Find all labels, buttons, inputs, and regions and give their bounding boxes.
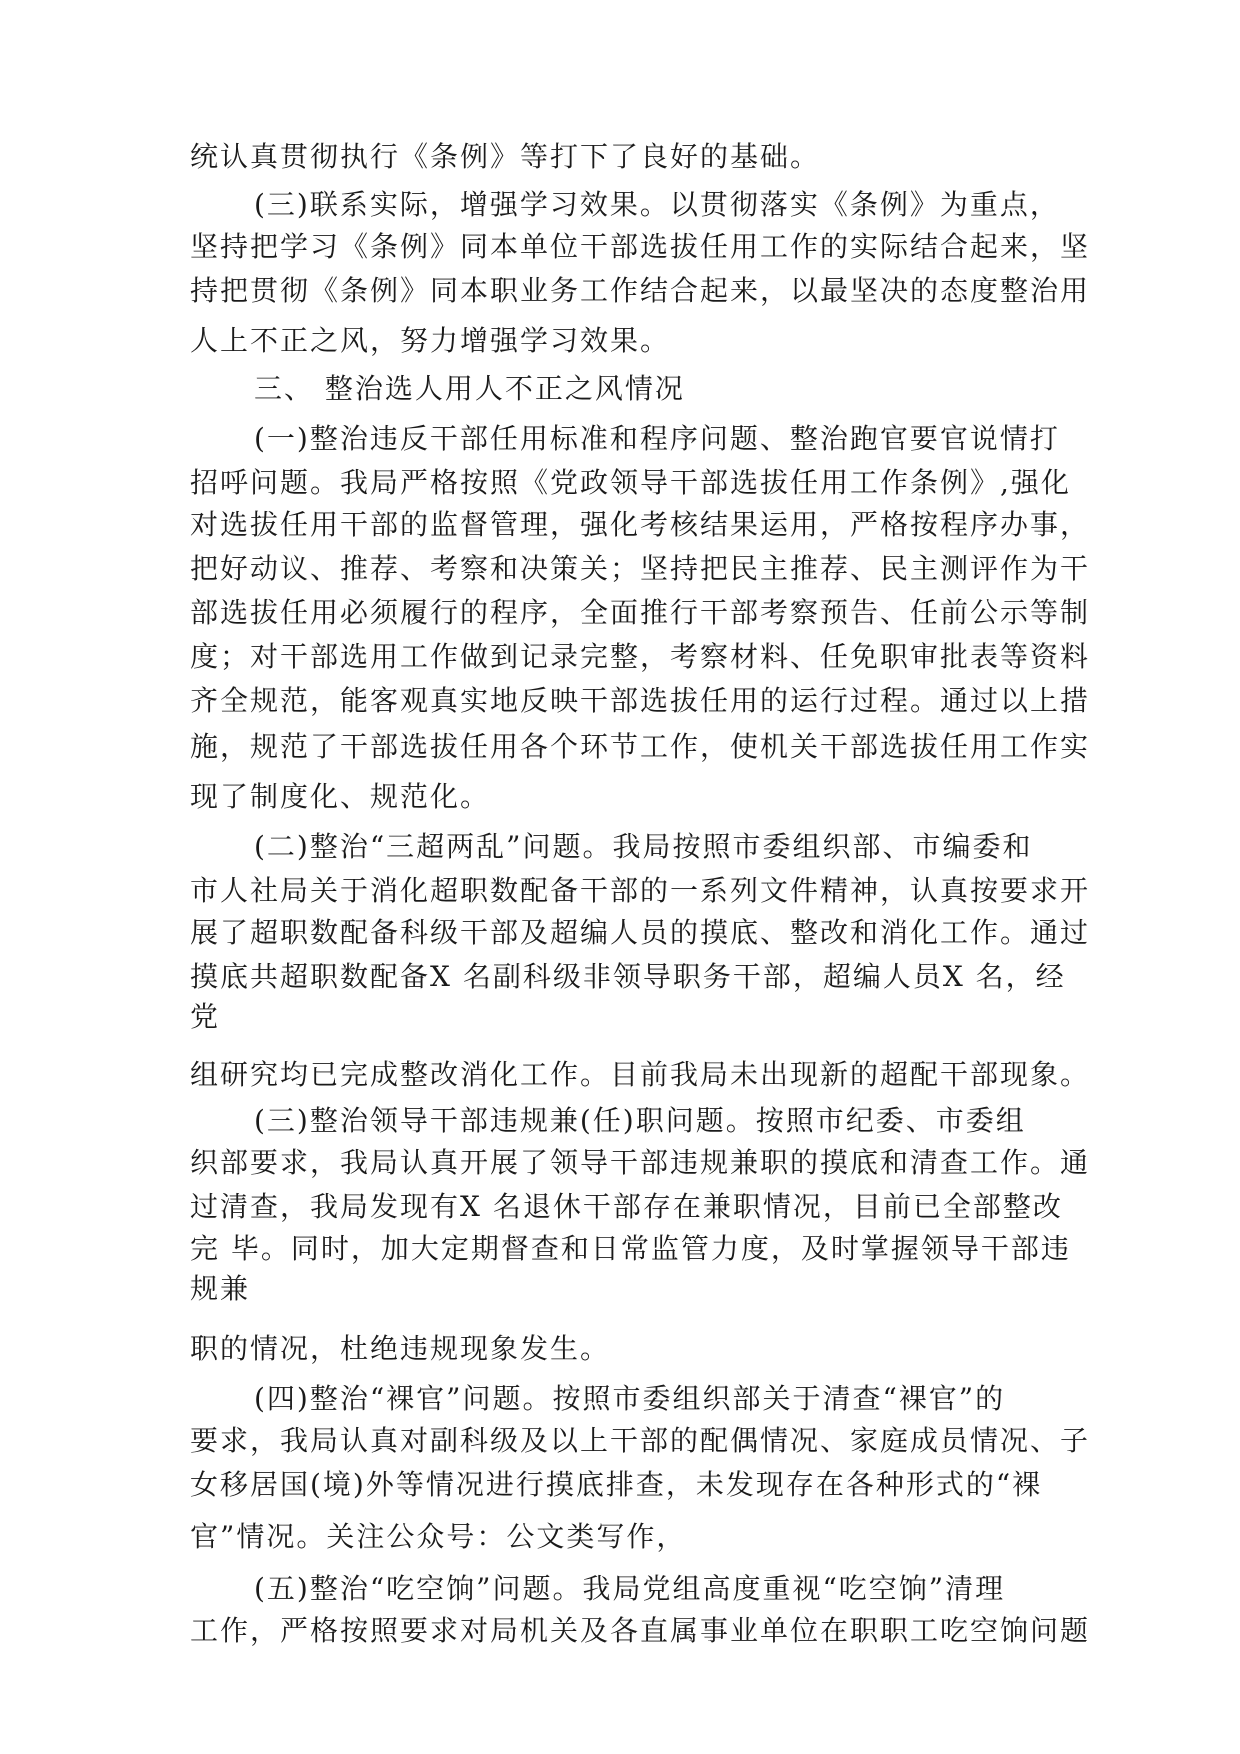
- text-line: 把好动议、推荐、考察和决策关；坚持把民主推荐、民主测评作为干: [190, 552, 1091, 585]
- text-line: 官”情况。关注公众号：公文类写作，: [190, 1520, 687, 1553]
- paragraph-heading-line: (三)联系实际，增强学习效果。以贯彻落实《条例》为重点，: [254, 188, 1060, 221]
- text-line: 人上不正之风，努力增强学习效果。: [190, 324, 671, 357]
- paragraph-heading-line: (四)整治“裸官”问题。按照市委组织部关于清查“裸官”的: [254, 1382, 1006, 1415]
- text-line: 展了超职数配备科级干部及超编人员的摸底、整改和消化工作。通过: [190, 916, 1091, 949]
- text-line: 齐全规范，能客观真实地反映干部选拔任用的运行过程。通过以上措: [190, 684, 1091, 717]
- text-line: 现了制度化、规范化。: [190, 780, 491, 813]
- text-line: 招呼问题。我局严格按照《党政领导干部选拔任用工作条例》,强化: [190, 466, 1071, 499]
- text-line: 党: [190, 1000, 221, 1033]
- text-line: 坚持把学习《条例》同本单位干部选拔任用工作的实际结合起来，坚: [190, 230, 1091, 263]
- text-line: 工作，严格按照要求对局机关及各直属事业单位在职职工吃空饷问题: [190, 1614, 1091, 1647]
- paragraph-heading-line: (三)整治领导干部违规兼(任)职问题。按照市纪委、市委组: [254, 1104, 1026, 1137]
- text-line: 施，规范了干部选拔任用各个环节工作，使机关干部选拔任用工作实: [190, 730, 1091, 763]
- text-line: 要求，我局认真对副科级及以上干部的配偶情况、家庭成员情况、子: [190, 1424, 1091, 1457]
- text-line: 职的情况，杜绝违规现象发生。: [190, 1332, 611, 1365]
- paragraph-heading-line: (二)整治“三超两乱”问题。我局按照市委组织部、市编委和: [254, 830, 1033, 863]
- section-heading: 三、 整治选人用人不正之风情况: [254, 372, 685, 405]
- text-line: 度；对干部选用工作做到记录完整，考察材料、任免职审批表等资料: [190, 640, 1091, 673]
- paragraph-heading-line: (五)整治“吃空饷”问题。我局党组高度重视“吃空饷”清理: [254, 1572, 1006, 1605]
- text-line: 女移居国(境)外等情况进行摸底排查，未发现存在各种形式的“裸: [190, 1468, 1043, 1501]
- text-line: 摸底共超职数配备X 名副科级非领导职务干部，超编人员X 名，经: [190, 960, 1066, 993]
- text-line: 完 毕。同时，加大定期督查和日常监管力度，及时掌握领导干部违: [190, 1232, 1071, 1265]
- text-line: 规兼: [190, 1272, 251, 1305]
- text-line: 对选拔任用干部的监督管理，强化考核结果运用，严格按程序办事，: [190, 508, 1091, 541]
- text-line: 部选拔任用必须履行的程序，全面推行干部考察预告、任前公示等制: [190, 596, 1091, 629]
- text-line: 织部要求，我局认真开展了领导干部违规兼职的摸底和清查工作。通: [190, 1146, 1091, 1179]
- text-line: 统认真贯彻执行《条例》等打下了良好的基础。: [190, 140, 821, 173]
- text-line: 过清查，我局发现有X 名退休干部存在兼职情况，目前已全部整改: [190, 1190, 1063, 1223]
- text-line: 组研究均已完成整改消化工作。目前我局未出现新的超配干部现象。: [190, 1058, 1091, 1091]
- text-line: 持把贯彻《条例》同本职业务工作结合起来，以最坚决的态度整治用: [190, 274, 1091, 307]
- text-line: 市人社局关于消化超职数配备干部的一系列文件精神，认真按要求开: [190, 874, 1091, 907]
- paragraph-heading-line: (一)整治违反干部任用标准和程序问题、整治跑官要官说情打: [254, 422, 1060, 455]
